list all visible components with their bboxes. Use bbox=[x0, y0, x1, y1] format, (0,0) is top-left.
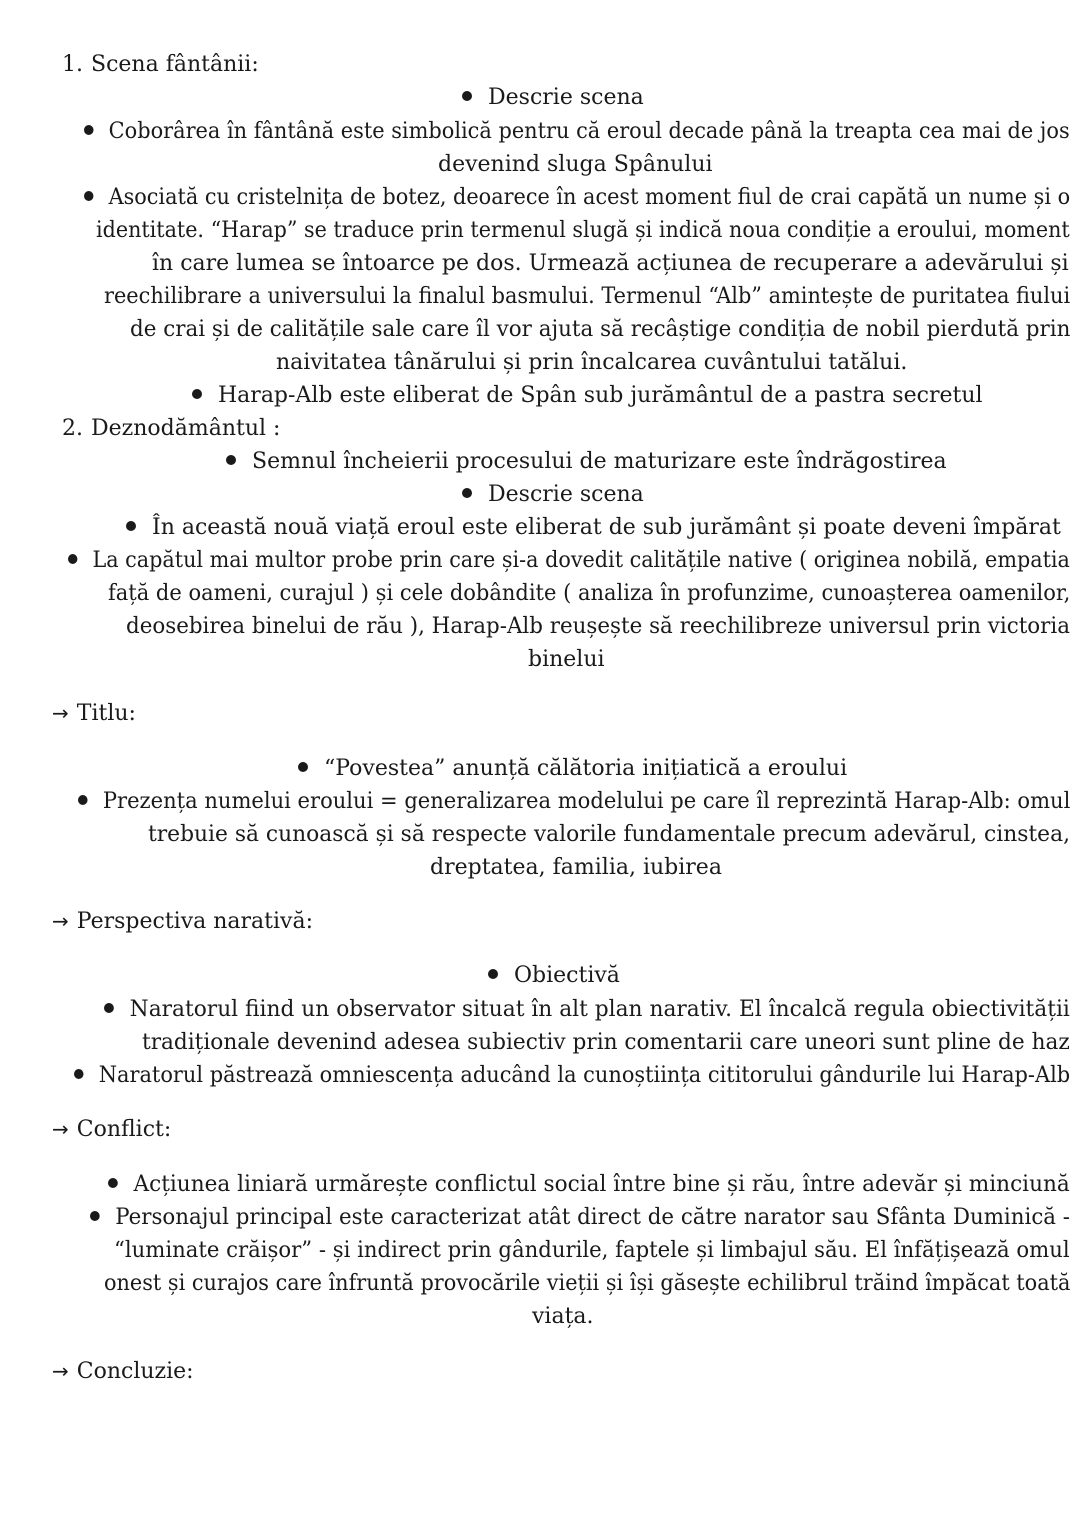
list-item bbox=[462, 478, 644, 511]
list-item-continuation: trebuie să cunoască și să respecte valorile fundamentale precum adevărul, cinstea, bbox=[148, 822, 1071, 847]
bullet-icon bbox=[488, 969, 498, 979]
list-item-continuation: identitate. “Harap” se traduce prin termenul slugă și indică noua condiție a eroului, moment bbox=[96, 218, 1070, 243]
bullet-text: Coborârea în fântână este simbolică pentru că eroul decade până la treapta cea mai de jos bbox=[108, 119, 1070, 144]
section-heading-deznodamantul bbox=[62, 412, 280, 445]
bullet-icon bbox=[84, 125, 93, 135]
list-item-continuation: onest și curajos care înfruntă provocările vieții și își găsește echilibrul trăind împăcat toată bbox=[104, 1271, 1071, 1296]
bullet-text: Descrie scena bbox=[488, 85, 644, 110]
list-item bbox=[462, 81, 644, 114]
list-number: 1. bbox=[62, 52, 83, 77]
bullet-text: Personajul principal este caracterizat atât direct de către narator sau Sfânta Duminică - bbox=[115, 1205, 1071, 1230]
section-heading-conflict bbox=[52, 1113, 171, 1146]
list-item bbox=[488, 959, 620, 992]
list-item bbox=[104, 993, 1070, 1026]
list-item bbox=[68, 544, 1070, 577]
bullet-icon bbox=[298, 762, 308, 772]
bullet-icon bbox=[90, 1211, 100, 1221]
list-item-continuation: binelui bbox=[528, 647, 605, 672]
bullet-icon bbox=[84, 191, 93, 201]
list-item bbox=[90, 1201, 1070, 1234]
list-item-continuation: viața. bbox=[532, 1304, 594, 1329]
bullet-icon bbox=[68, 554, 77, 564]
heading-text: Scena fântânii: bbox=[91, 52, 259, 77]
list-item-continuation: față de oameni, curajul ) și cele dobândite ( analiza în profunzime, cunoașterea oamenilor, bbox=[108, 581, 1071, 606]
bullet-text: “Povestea” anunță călătoria inițiatică a eroului bbox=[324, 756, 848, 781]
heading-text: Deznodământul : bbox=[91, 416, 281, 441]
bullet-text: Prezența numelui eroului = generalizarea modelului pe care îl reprezintă Harap-Alb: omul bbox=[102, 789, 1071, 814]
list-item-continuation: tradiționale devenind adesea subiectiv prin comentarii care uneori sunt pline de haz bbox=[142, 1030, 1070, 1055]
bullet-icon bbox=[192, 389, 202, 399]
bullet-icon bbox=[226, 455, 236, 465]
bullet-icon bbox=[462, 488, 472, 498]
bullet-icon bbox=[78, 795, 88, 805]
bullet-icon bbox=[108, 1178, 118, 1188]
list-item bbox=[192, 379, 983, 412]
bullet-text: În această nouă viață eroul este eliberat de sub jurământ și poate deveni împărat bbox=[152, 515, 1061, 540]
bullet-text: La capătul mai multor probe prin care și-a dovedit calitățile native ( originea nobilă, empatia bbox=[92, 548, 1070, 573]
list-item-continuation: reechilibrare a universului la finalul basmului. Termenul “Alb” amintește de puritatea fiului bbox=[104, 284, 1071, 309]
list-item-continuation: în care lumea se întoarce pe dos. Urmează acțiunea de recuperare a adevărului și bbox=[152, 251, 1069, 276]
list-item bbox=[126, 511, 1061, 544]
list-item bbox=[78, 785, 1070, 818]
bullet-icon bbox=[126, 521, 136, 531]
section-heading-concluzie bbox=[52, 1355, 194, 1388]
list-number: 2. bbox=[62, 416, 83, 441]
list-item bbox=[108, 1168, 1070, 1201]
heading-text: Concluzie: bbox=[76, 1359, 194, 1384]
list-item bbox=[84, 115, 1070, 148]
bullet-text: Semnul încheierii procesului de maturizare este îndrăgostirea bbox=[252, 449, 947, 474]
arrow-right-icon: → bbox=[52, 1117, 69, 1141]
list-item-continuation: de crai și de calitățile sale care îl vor ajuta să recâștige condiția de nobil pierdută prin bbox=[130, 317, 1071, 342]
list-item-continuation: devenind sluga Spânului bbox=[438, 152, 713, 177]
heading-text: Perspectiva narativă: bbox=[76, 909, 313, 934]
heading-text: Titlu: bbox=[76, 701, 136, 726]
arrow-right-icon: → bbox=[52, 909, 69, 933]
bullet-text: Harap-Alb este eliberat de Spân sub jurământul de a pastra secretul bbox=[218, 383, 983, 408]
bullet-text: Naratorul fiind un observator situat în alt plan narativ. El încalcă regula obiectivității bbox=[129, 997, 1070, 1022]
arrow-right-icon: → bbox=[52, 701, 69, 725]
list-item bbox=[226, 445, 947, 478]
section-heading-perspectiva-narativa bbox=[52, 905, 313, 938]
bullet-text: Obiectivă bbox=[514, 963, 620, 988]
list-item bbox=[84, 181, 1070, 214]
bullet-icon bbox=[462, 91, 472, 101]
bullet-text: Naratorul păstrează omniescența aducând la cunoștiința cititorului gândurile lui Harap-Alb bbox=[98, 1063, 1071, 1088]
section-heading-scena-fantanii bbox=[62, 48, 259, 81]
bullet-icon bbox=[74, 1069, 84, 1079]
list-item-continuation: naivitatea tânărului și prin încalcarea cuvântului tatălui. bbox=[276, 350, 908, 375]
arrow-right-icon: → bbox=[52, 1359, 69, 1383]
section-heading-titlu bbox=[52, 697, 136, 730]
list-item bbox=[74, 1059, 1070, 1092]
list-item-continuation: deosebirea binelui de rău ), Harap-Alb reușește să reechilibreze universul prin victoria bbox=[126, 614, 1070, 639]
heading-text: Conflict: bbox=[76, 1117, 172, 1142]
list-item-continuation: dreptatea, familia, iubirea bbox=[430, 855, 722, 880]
list-item-continuation: “luminate crăișor” - și indirect prin gândurile, faptele și limbajul său. El înfățișează omul bbox=[114, 1238, 1070, 1263]
bullet-text: Acțiunea liniară urmărește conflictul social între bine și rău, între adevăr și minciună bbox=[133, 1172, 1070, 1197]
bullet-text: Asociată cu cristelnița de botez, deoarece în acest moment fiul de crai capătă un nume și o bbox=[108, 185, 1071, 210]
list-item bbox=[298, 752, 847, 785]
bullet-text: Descrie scena bbox=[488, 482, 644, 507]
bullet-icon bbox=[104, 1003, 114, 1013]
